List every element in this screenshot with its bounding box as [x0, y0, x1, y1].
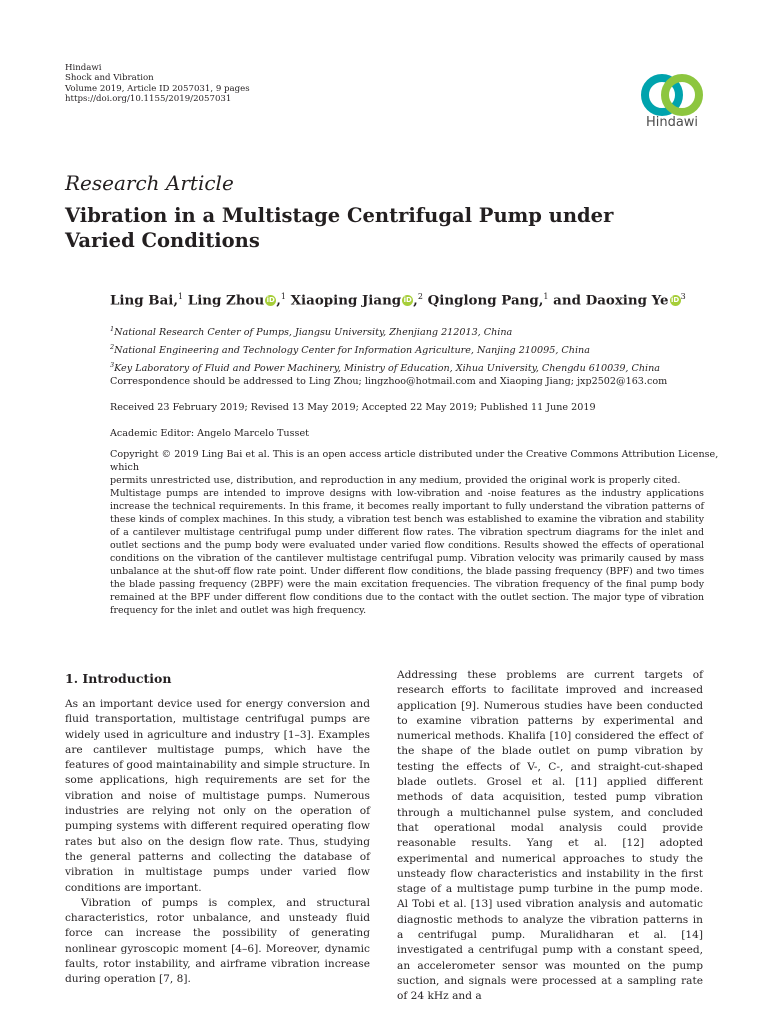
abstract: Multistage pumps are intended to improve designs with low-vibration and -noise features as the industry applications increase the technical requirements. In this frame, it becomes really important to fully understand the vibration patterns of these kinds of complex machines. In this study, a vibration test bench was established to examine the vibration and stability of a cantilever multistage centrifugal pump under different flow rates. The vibration spectrum diagrams for the inlet and outlet sections and the pump body were evaluated under varied flow conditions. Results showed the effects of operational conditions on the vibration of the cantilever multistage centrifugal pump. Vibration velocity was primarily caused by mass unbalance at the shut-off flow rate point. Under different flow conditions, the blade passing frequency (BPF) and two times the blade passing frequency (2BPF) were the main excitation frequencies. The vibration frequency of the final pump body remained at the BPF under different flow conditions due to the contact with the outlet section. The major type of vibration frequency for the inlet and outlet was high frequency. [110, 488, 704, 616]
publisher-name: Hindawi [65, 63, 102, 73]
author-name: and Daoxing Ye [553, 292, 669, 309]
author-name: Ling Bai, [110, 292, 179, 309]
author-affil-sup: 2 [417, 292, 423, 301]
affiliation-2: $^2$National Engineering and Technology Center for Information Agriculture, Nanjing 210095, China [110, 343, 590, 357]
orcid-icon[interactable]: iD [403, 296, 412, 305]
orcid-icon[interactable]: iD [670, 296, 680, 305]
volume-info: Volume 2019, Article ID 2057031, 9 pages [65, 83, 250, 94]
publication-dates: Received 23 February 2019; Revised 13 May 2019; Accepted 22 May 2019; Published 11 June 2019 [110, 402, 596, 413]
title-line-2: Varied Conditions [65, 229, 260, 252]
journal-metadata [65, 63, 250, 105]
author-list: Ling Bai,$^1$ Ling Zhou iD,$^1$ Xiaoping Jiang iD,$^2$ Qinglong Pang,$^1$ and Daoxing Ye $iD^3$ [110, 292, 686, 309]
copyright-line-2: permits unrestricted use, distribution, and reproduction in any medium, provided the original work is properly cited. [110, 475, 681, 486]
article-type: Research Article [65, 171, 234, 195]
author-name: Qinglong Pang, [427, 292, 544, 309]
orcid-icon[interactable]: iD [266, 296, 275, 305]
hindawi-logo-text: Hindawi [645, 115, 699, 130]
copyright-notice [110, 448, 720, 487]
paragraph: As an important device used for energy conversion and fluid transportation, multistage centrifugal pumps are widely used in agriculture and industry [1–3]. Examples are cantilever multistage pumps, which have the features of good maintainability and simple structure. In some applications, high requirements are set for the vibration and noise of multistage pumps. Numerous industries are relying not only on the operation of pumping systems with different required operating flow rates but also on the design flow rate. Thus, studying the general patterns and collecting the database of vibration in multistage pumps under varied flow conditions are important. [65, 698, 370, 894]
paragraph: Addressing these problems are current targets of research efforts to facilitate improved and increased application [9]. Numerous studies have been conducted to examine vibration patterns by experimental and numerical methods. Khalifa [10] considered the effect of the shape of the blade outlet on pump vibration by testing the effects of V-, C-, and straight-cut-shaped blade outlets. Grosel et al. [11] applied different methods of data acquisition, tested pump vibration through a multichannel pulse system, and concluded that operational modal analysis could provide reasonable results. Yang et al. [12] adopted experimental and numerical approaches to study the unsteady flow characteristics and instability in the first stage of a multistage pump turbine in the pump mode. Al Tobi et al. [13] used vibration analysis and automatic diagnostic methods to analyze the vibration patterns in a centrifugal pump. Muralidharan et al. [14] investigated a centrifugal pump with a constant speed, an accelerometer sensor was mounted on the pump suction, and signals were processed at a sampling rate of 24 kHz and a [397, 669, 703, 1003]
affiliations [110, 322, 660, 377]
author-name: Ling Zhou [187, 292, 265, 309]
title-line-1: Vibration in a Multistage Centrifugal Pump under [65, 204, 614, 227]
affiliation-1: $^1$National Research Center of Pumps, Jiangsu University, Zhenjiang 212013, China [110, 325, 513, 339]
article-title [65, 203, 625, 253]
body-column-right [397, 668, 703, 1005]
correspondence: Correspondence should be addressed to Ling Zhou; lingzhoo@hotmail.com and Xiaoping Jiang; jxp2502@163.com [110, 376, 668, 387]
author-affil-sup: 1 [178, 292, 184, 301]
author-name: Xiaoping Jiang [290, 292, 402, 309]
author-affil-sup: 3 [680, 292, 686, 301]
affiliation-3: $^3$Key Laboratory of Fluid and Power Machinery, Ministry of Education, Xihua University, Chengdu 610039, China [110, 361, 661, 375]
doi-link[interactable]: https://doi.org/10.1155/2019/2057031 [65, 94, 232, 105]
body-column-left [65, 697, 370, 988]
author-affil-sup: 1 [280, 292, 286, 301]
section-heading-introduction: 1. Introduction [65, 671, 172, 686]
journal-name: Shock and Vibration [65, 73, 154, 84]
copyright-line-1: Copyright © 2019 Ling Bai et al. This is an open access article distributed under the Creative Commons Attribution License, which [110, 449, 719, 473]
paragraph: Vibration of pumps is complex, and structural characteristics, rotor unbalance, and unsteady fluid force can increase the possibility of generating nonlinear gyroscopic moment [4–6]. Moreover, dynamic faults, rotor instability, and airframe vibration increase during operation [7, 8]. [65, 896, 370, 986]
academic-editor: Academic Editor: Angelo Marcelo Tusset [110, 428, 309, 439]
author-affil-sup: 1 [543, 292, 549, 301]
